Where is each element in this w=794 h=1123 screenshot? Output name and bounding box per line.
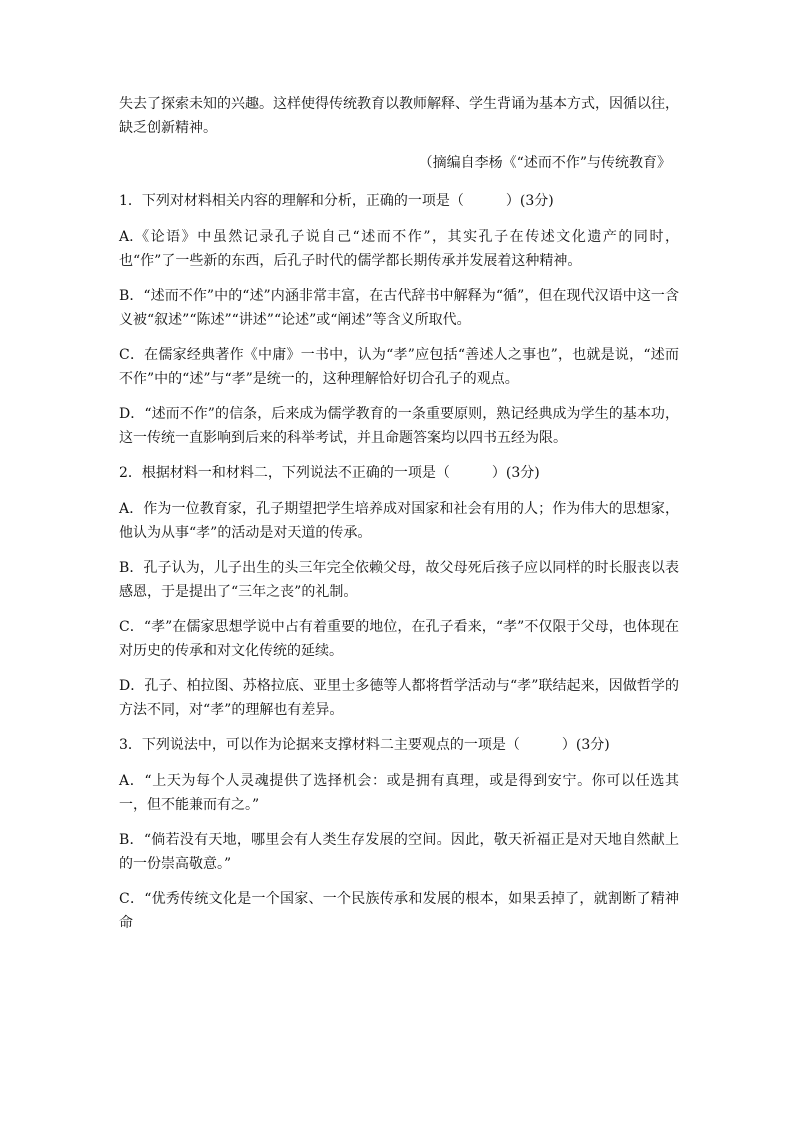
option-a: A．作为一位教育家，孔子期望把学生培养成对国家和社会有用的人；作为伟大的思想家，他认为从事“孝”的活动是对天道的传承。 — [119, 501, 679, 541]
option-c: C．在儒家经典著作《中庸》一书中，认为“孝”应包括“善述人之事也”，也就是说，“述而不作”中的“述”与“孝”是统一的，这种理解恰好切合孔子的观点。 — [119, 347, 679, 387]
option-d: D．“述而不作”的信条，后来成为儒学教育的一条重要原则，熟记经典成为学生的基本功，这一传统一直影响到后来的科举考试，并且命题答案均以四书五经为限。 — [119, 406, 679, 446]
option-d: D．孔子、柏拉图、苏格拉底、亚里士多德等人都将哲学活动与“孝”联结起来，因做哲学的方法不同，对“孝”的理解也有差异。 — [119, 678, 679, 718]
intro-paragraph: 失去了探索未知的兴趣。这样使得传统教育以教师解释、学生背诵为基本方式，因循以往，缺乏创新精神。 — [119, 96, 679, 136]
option-b: B．孔子认为，儿子出生的头三年完全依赖父母，故父母死后孩子应以同样的时长服丧以表感恩，于是提出了“三年之丧”的礼制。 — [119, 560, 679, 600]
option-a: A．“上天为每个人灵魂提供了选择机会：或是拥有真理，或是得到安宁。你可以任选其一，但不能兼而有之。” — [119, 773, 679, 813]
question-stem: 1．下列对材料相关内容的理解和分析，正确的一项是（ ）(3分) — [119, 193, 554, 209]
option-b: B．“倘若没有天地，哪里会有人类生存发展的空间。因此，敬天祈福正是对天地自然献上的一份崇高敬意。” — [119, 832, 679, 872]
question-3 — [119, 733, 679, 935]
question-1 — [119, 189, 679, 450]
question-stem: 3．下列说法中，可以作为论据来支撑材料二主要观点的一项是（ ）(3分) — [119, 737, 610, 753]
source-citation: （摘编自李杨《“述而不作”与传统教育》 — [418, 155, 671, 171]
question-2 — [119, 461, 679, 722]
option-c: C．“孝”在儒家思想学说中占有着重要的地位，在孔子看来，“孝”不仅限于父母，也体现在对历史的传承和对文化传统的延续。 — [119, 619, 679, 659]
option-c: C．“优秀传统文化是一个国家、一个民族传承和发展的根本，如果丢掉了，就割断了精神命 — [119, 891, 679, 931]
question-stem: 2．根据材料一和材料二，下列说法不正确的一项是（ ）(3分) — [119, 465, 540, 481]
option-a: A.《论语》中虽然记录孔子说自己“述而不作”，其实孔子在传述文化遗产的同时，也“作”了一些新的东西，后孔子时代的儒学都长期传承并发展着这种精神。 — [119, 229, 679, 269]
document-content — [119, 92, 679, 946]
option-b: B．“述而不作”中的“述”内涵非常丰富，在古代辞书中解释为“循”，但在现代汉语中这一含义被“叙述”“陈述”“讲述”“论述”或“阐述”等含义所取代。 — [119, 288, 679, 328]
